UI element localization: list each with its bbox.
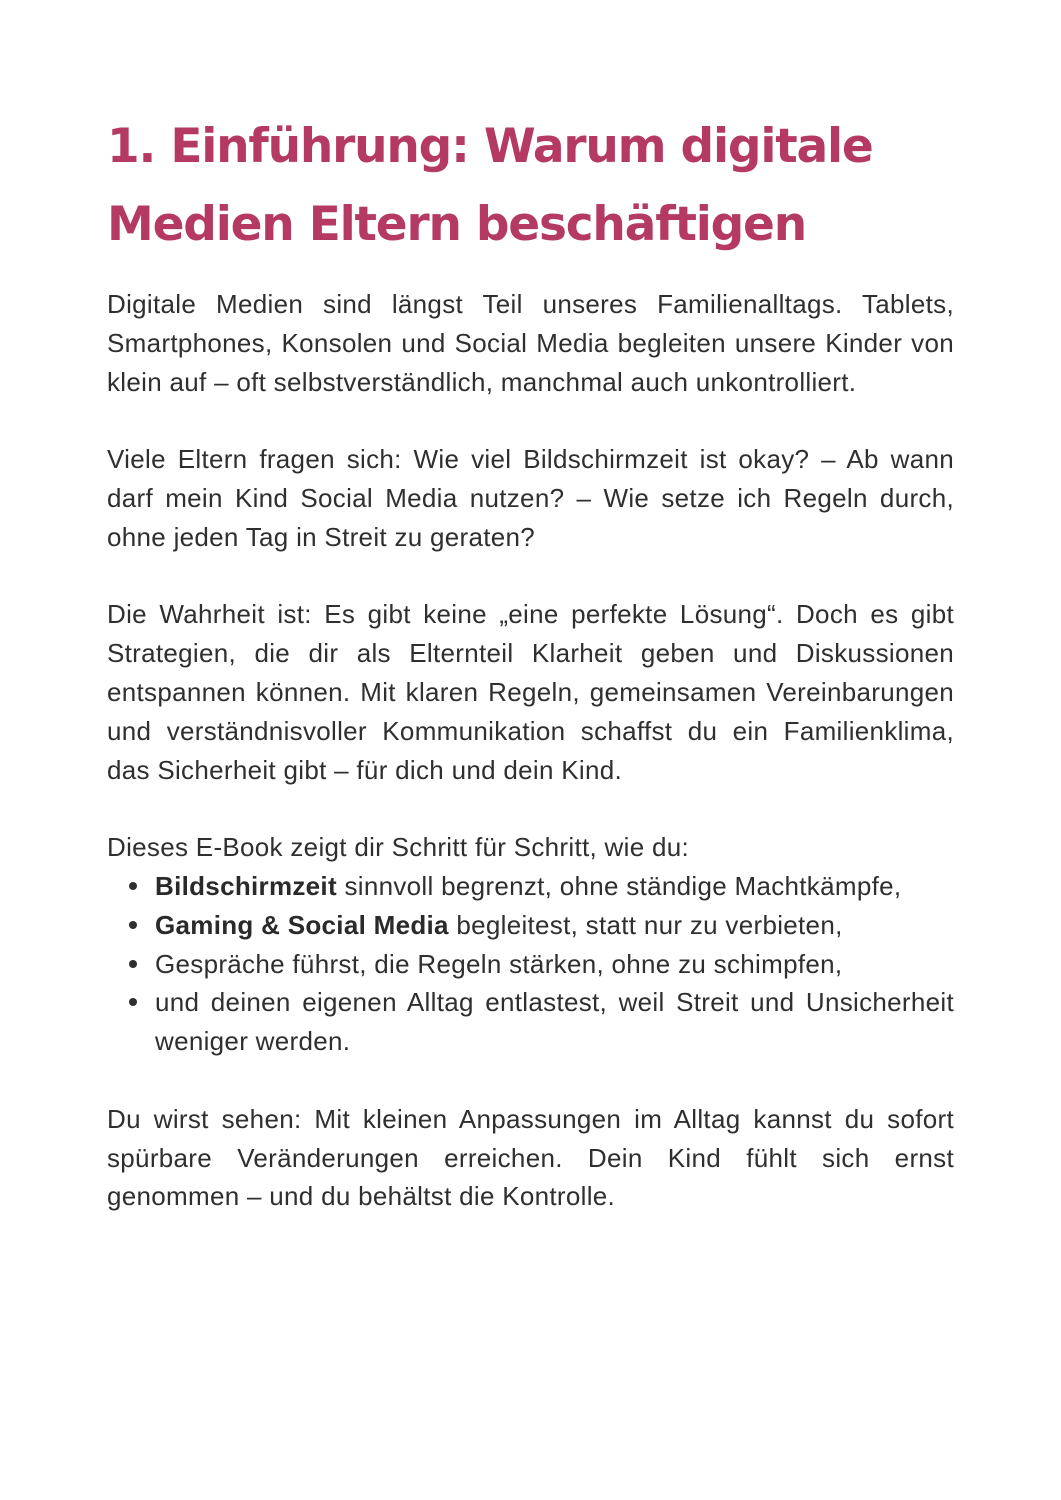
list-item [155,983,954,1061]
list-item-bold: Bildschirmzeit [155,870,337,901]
bullet-icon [129,960,137,968]
list-item-text: und deinen eigenen Alltag entlastest, weil Streit und Unsicherheit weniger werden. [155,987,954,1057]
list-item-text: sinnvoll begrenzt, ohne ständige Machtkämpfe, [336,870,902,901]
list-item-text: Gespräche führst, die Regeln stärken, ohne zu schimpfen, [155,948,843,979]
paragraph-questions: Viele Eltern fragen sich: Wie viel Bildschirmzeit ist okay? – Ab wann darf mein Kind Social Media nutzen? – Wie setze ich Regeln durch, ohne jeden Tag in Streit zu geraten? [107,444,954,552]
paragraph-intro: Digitale Medien sind längst Teil unseres Familienalltags. Tablets, Smartphones, Konsolen und Social Media begleiten unsere Kinder von klein auf – oft selbstverständlich, manchmal auch unkontrolliert. [107,289,954,397]
benefit-list [107,867,954,1061]
document-page [107,108,954,1216]
list-item [155,867,954,906]
list-item [155,906,954,945]
list-item [155,945,954,984]
list-intro: Dieses E-Book zeigt dir Schritt für Schritt, wie du: [107,832,690,863]
list-item-bold: Gaming & Social Media [155,909,449,940]
section-heading: 1. Einführung: Warum digitale Medien Eltern beschäftigen [107,119,873,252]
bullet-icon [129,998,137,1006]
list-item-text: begleitest, statt nur zu verbieten, [448,909,843,940]
bullet-icon [129,882,137,890]
paragraph-closing: Du wirst sehen: Mit kleinen Anpassungen im Alltag kannst du sofort spürbare Veränderungen erreichen. Dein Kind fühlt sich ernst genommen – und du behältst die Kontrolle. [107,1103,954,1212]
paragraph-truth: Die Wahrheit ist: Es gibt keine „eine perfekte Lösung“. Doch es gibt Strategien, die dir als Elternteil Klarheit geben und Diskussionen entspannen können. Mit klaren Regeln, gemeinsamen Vereinbarungen und verständnisvoller Kommunikation schaffst du ein Familienklima, das Sicherheit gibt – für dich und dein Kind. [107,599,954,785]
bullet-icon [129,921,137,929]
